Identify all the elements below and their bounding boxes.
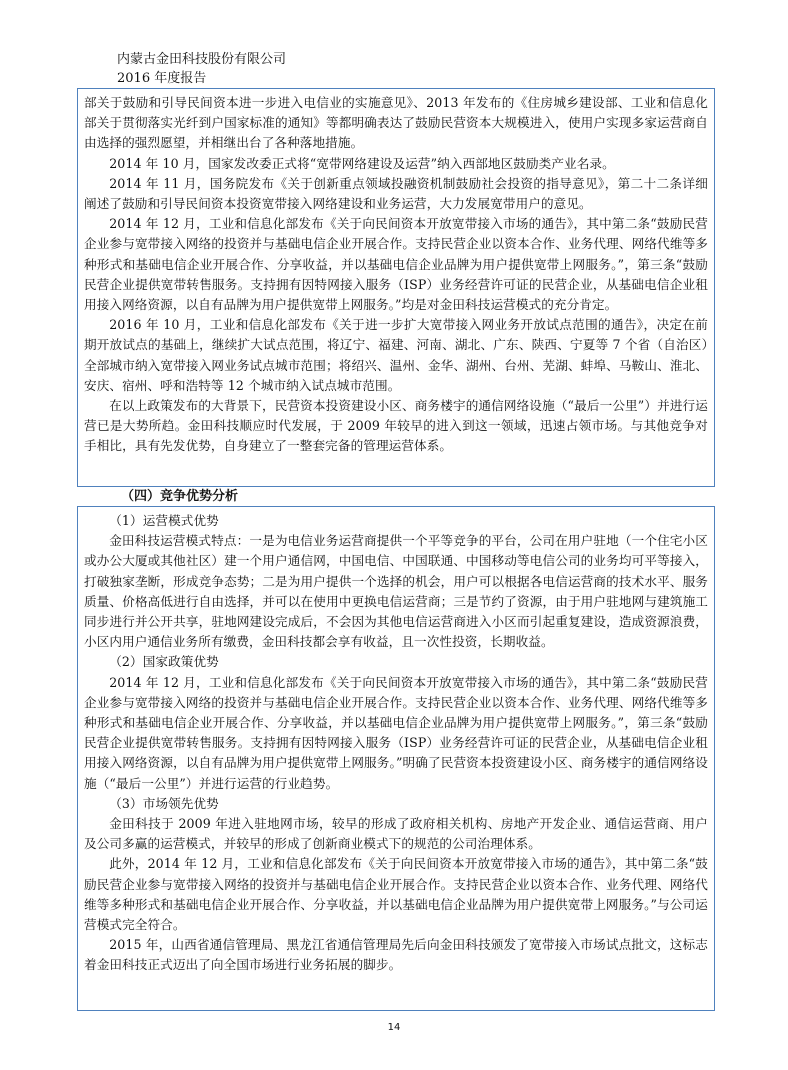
report-title: 2016 年度报告 bbox=[117, 71, 207, 86]
subheading: （1）运营模式优势 bbox=[109, 513, 219, 528]
page-number: 14 bbox=[387, 1022, 401, 1033]
advantage-text-box bbox=[77, 506, 715, 1011]
paragraph: 金田科技运营模式特点：一是为电信业务运营商提供一个平等竞争的平台，公司在用户驻地（一个住宅小区或办公大厦或其他社区）建一个用户通信网，中国电信、中国联通、中国移动等电信公司的业务均可平等接入，打破独家垄断，形成竞争态势；二是为用户提供一个选择的机会，用户可以根据各电信运营商的技术水平、服务质量、价格高低进行自由选择，并可以在使用中更换电信运营商；三是节约了资源，由于用户驻地网与建筑施工同步进行并公开共享，驻地网建设完成后，不会因为其他电信运营商进入小区而引起重复建设，造成资源浪费，小区内用户通信业务所有缴费，金田科技都会享有收益，且一次性投资，长期收益。 bbox=[84, 533, 708, 650]
subheading: （3）市场领先优势 bbox=[109, 795, 219, 811]
paragraph: 2014 年 12 月，工业和信息化部发布《关于向民间资本开放宽带接入市场的通告》，其中第二条“鼓励民营企业参与宽带接入网络的投资并与基础电信企业开展合作。支持民营企业以资本合作、业务代理、网络代维等多种形式和基础电信企业开展合作、分享收益，并以基础电信企业品牌为用户提供宽带上网服务。”，第三条“鼓励民营企业提供宽带转售服务。支持拥有因特网接入服务（ISP）业务经营许可证的民营企业，从基础电信企业租用接入网络资源，以自有品牌为用户提供宽带上网服务。”均是对金田科技运营模式的充分肯定。 bbox=[84, 216, 708, 313]
paragraph: 2014 年 12 月，工业和信息化部发布《关于向民间资本开放宽带接入市场的通告》，其中第二条“鼓励民营企业参与宽带接入网络的投资并与基础电信企业开展合作。支持民营企业以资本合作、业务代理、网络代维等多种形式和基础电信企业开展合作、分享收益，并以基础电信企业品牌为用户提供宽带上网服务。”，第三条“鼓励民营企业提供宽带转售服务。支持拥有因特网接入服务（ISP）业务经营许可证的民营企业，从基础电信企业租用接入网络资源，以自有品牌为用户提供宽带上网服务。”明确了民营资本投资建设小区、商务楼宇的通信网络设施（“最后一公里”）并进行运营的行业趋势。 bbox=[84, 674, 708, 791]
paragraph: 此外，2014 年 12 月，工业和信息化部发布《关于向民间资本开放宽带接入市场的通告》，其中第二条“鼓励民营企业参与宽带接入网络的投资并与基础电信企业开展合作。支持民营企业以资本合作、业务代理、网络代维等多种形式和基础电信企业开展合作、分享收益，并以基础电信企业品牌为用户提供宽带上网服务。”与公司运营模式完全符合。 bbox=[84, 856, 708, 933]
section-heading: （四）竞争优势分析 bbox=[121, 489, 239, 504]
paragraph: 2014 年 10 月，国家发改委正式将“宽带网络建设及运营”纳入西部地区鼓励类产业名录。 bbox=[109, 155, 615, 171]
policy-text-box bbox=[77, 88, 715, 487]
paragraph: 金田科技于 2009 年进入驻地网市场，较早的形成了政府相关机构、房地产开发企业、通信运营商、用户及公司多赢的运营模式，并较早的形成了创新商业模式下的规范的公司治理体系。 bbox=[84, 816, 708, 852]
paragraph: 2016 年 10 月，工业和信息化部发布《关于进一步扩大宽带接入网业务开放试点范围的通告》，决定在前期开放试点的基础上，继续扩大试点范围，将辽宁、福建、河南、湖北、广东、陕西、宁夏等 7 个省（自治区）全部城市纳入宽带接入网业务试点城市范围；将绍兴、温州、金华、湖州、台州、芜湖、蚌埠、马鞍山、淮北、安庆、宿州、呼和浩特等 12 个城市纳入试点城市范围。 bbox=[84, 317, 708, 393]
paragraph: 在以上政策发布的大背景下，民营资本投资建设小区、商务楼宇的通信网络设施（“最后一公里”）并进行运营已是大势所趋。金田科技顺应时代发展，于 2009 年较早的进入到这一领域，迅速占领市场。与其他竞争对手相比，具有先发优势，自身建立了一整套完备的管理运营体系。 bbox=[84, 398, 708, 454]
company-name: 内蒙古金田科技股份有限公司 bbox=[117, 52, 287, 67]
subheading: （2）国家政策优势 bbox=[109, 654, 219, 670]
page-header bbox=[117, 50, 286, 88]
paragraph: 部关于鼓励和引导民间资本进一步进入电信业的实施意见》、2013 年发布的《住房城乡建设部、工业和信息化部关于贯彻落实光纤到户国家标准的通知》等都明确表达了鼓励民营资本大规模进入，使用户实现多家运营商自由选择的强烈愿望，并相继出台了各种落地措施。 bbox=[84, 95, 708, 151]
paragraph: 2015 年，山西省通信管理局、黑龙江省通信管理局先后向金田科技颁发了宽带接入市场试点批文，这标志着金田科技正式迈出了向全国市场进行业务拓展的脚步。 bbox=[84, 937, 708, 973]
paragraph: 2014 年 11 月，国务院发布《关于创新重点领域投融资机制鼓励社会投资的指导意见》，第二十二条详细阐述了鼓励和引导民间资本投资宽带接入网络建设和业务运营，大力发展宽带用户的意见。 bbox=[84, 175, 708, 212]
